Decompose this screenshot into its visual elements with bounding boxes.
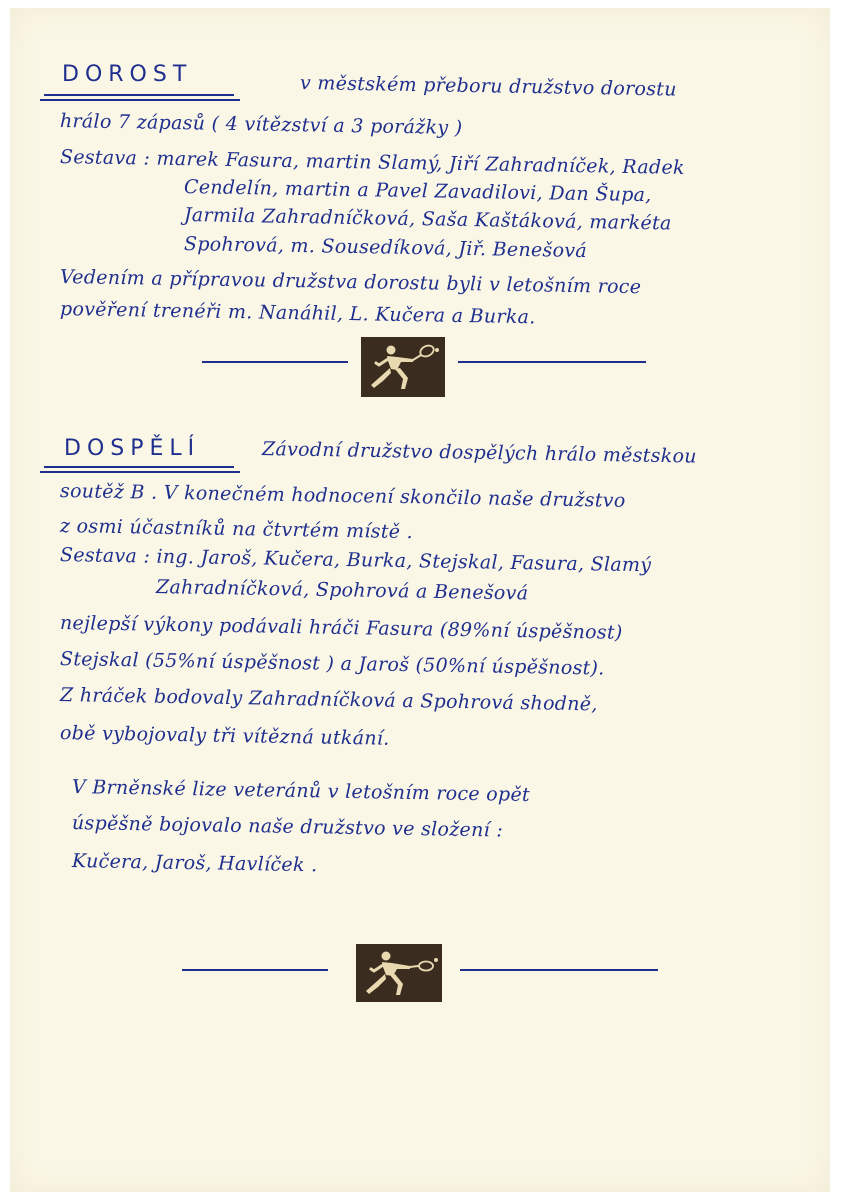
- divider-line-right: [460, 969, 658, 971]
- text-line: Sestava : marek Fasura, martin Slamý, Jiří Zahradníček, Radek: [59, 146, 685, 179]
- text-line: hrálo 7 zápasů ( 4 vítězství a 3 porážky ): [59, 110, 463, 140]
- text-line: Kučera, Jaroš, Havlíček .: [71, 850, 318, 877]
- text-line: soutěž B . V konečném hodnocení skončilo naše družstvo: [59, 480, 626, 512]
- text-line: Cendelín, martin a Pavel Zavadilovi, Dan Šupa,: [183, 176, 652, 207]
- heading-underline: [44, 94, 234, 96]
- heading-underline: [40, 471, 240, 473]
- divider-line-right: [458, 361, 646, 363]
- text-line: Jarmila Zahradníčková, Saša Kaštáková, markéta: [183, 204, 672, 235]
- text-line: Sestava : ing. Jaroš, Kučera, Burka, Stejskal, Fasura, Slamý: [59, 544, 652, 577]
- text-line: Z hráček bodovaly Zahradníčková a Spohrová shodně,: [59, 684, 598, 716]
- text-line: Zahradníčková, Spohrová a Benešová: [155, 576, 529, 605]
- divider-line-left: [202, 361, 348, 363]
- text-line: Spohrová, m. Sousedíková, Jiř. Benešová: [183, 233, 588, 263]
- heading-underline: [44, 466, 234, 468]
- divider-line-left: [182, 969, 328, 971]
- section-heading-dospeli: DOSPĚLÍ: [64, 436, 201, 461]
- text-line: v městském přeboru družstvo dorostu: [299, 72, 677, 101]
- text-line: pověření trenéři m. Nanáhil, L. Kučera a Burka.: [59, 298, 536, 329]
- section-heading-dorost: DOROST: [62, 62, 193, 87]
- text-line: obě vybojovaly tři vítězná utkání.: [59, 722, 390, 750]
- text-line: Vedením a přípravou družstva dorostu byli v letošním roce: [59, 266, 642, 299]
- tennis-player-logo-icon: [356, 944, 442, 1002]
- text-line: nejlepší výkony podávali hráči Fasura (89%ní úspěšnost): [59, 612, 623, 644]
- heading-underline: [40, 99, 240, 101]
- text-line: Závodní družstvo dospělých hrálo městskou: [261, 438, 698, 468]
- text-line: z osmi účastníků na čtvrtém místě .: [59, 515, 414, 544]
- text-line: Stejskal (55%ní úspěšnost ) a Jaroš (50%ní úspěšnost).: [59, 648, 605, 680]
- text-line: úspěšně bojovalo naše družstvo ve složení :: [71, 812, 504, 842]
- tennis-player-logo-icon: [361, 337, 445, 397]
- text-line: V Brněnské lize veteránů v letošním roce opět: [71, 776, 531, 806]
